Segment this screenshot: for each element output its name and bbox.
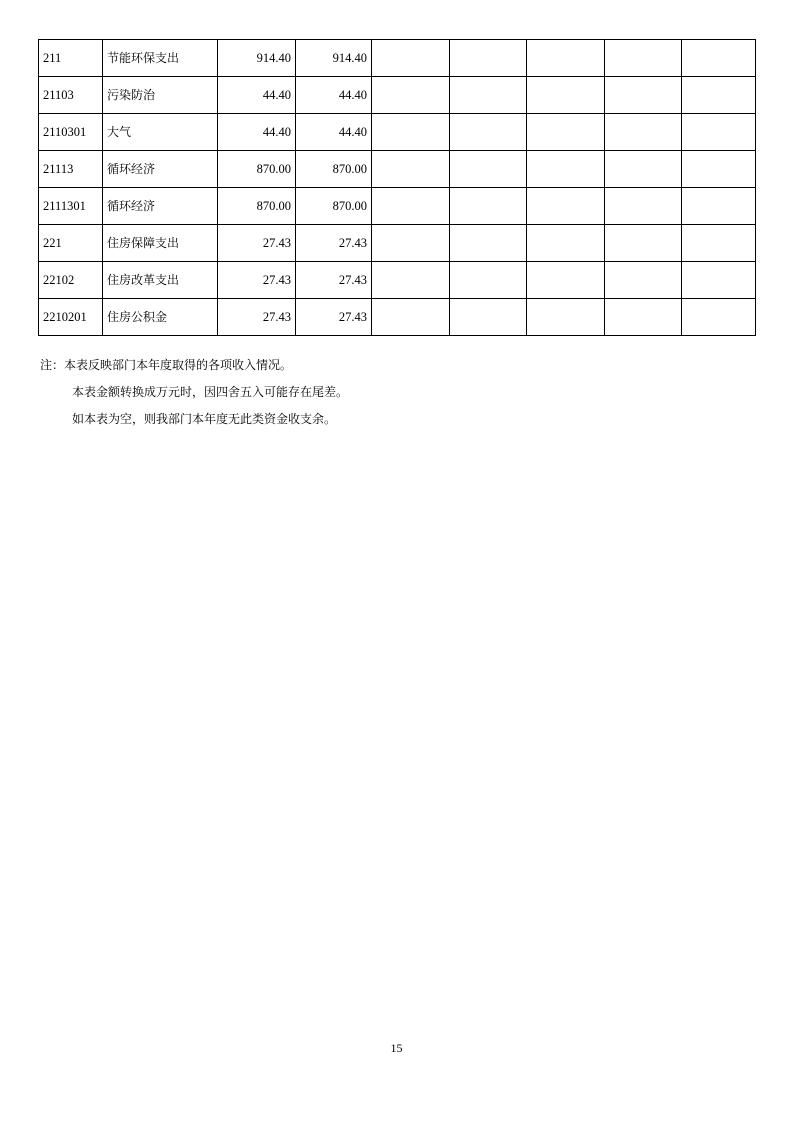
empty-cell xyxy=(372,262,450,299)
empty-cell xyxy=(527,114,605,151)
note-line-3: 如本表为空，则我部门本年度无此类资金收支余。 xyxy=(72,412,337,426)
empty-cell xyxy=(450,225,527,262)
empty-cell xyxy=(372,299,450,336)
empty-cell xyxy=(682,262,756,299)
budget-table xyxy=(38,39,756,336)
amount-total-cell: 870.00 xyxy=(218,151,296,188)
subject-name-cell: 住房保障支出 xyxy=(103,225,218,262)
amount-general-budget-cell: 27.43 xyxy=(296,225,372,262)
empty-cell xyxy=(527,151,605,188)
amount-general-budget-cell: 870.00 xyxy=(296,151,372,188)
amount-general-budget-cell: 914.40 xyxy=(296,40,372,77)
amount-total-cell: 44.40 xyxy=(218,77,296,114)
amount-general-budget-cell: 44.40 xyxy=(296,114,372,151)
subject-name-cell: 大气 xyxy=(103,114,218,151)
subject-code-cell: 2110301 xyxy=(39,114,103,151)
table-row xyxy=(39,299,756,336)
table-body xyxy=(39,40,756,336)
table-row xyxy=(39,188,756,225)
subject-name-cell: 住房改革支出 xyxy=(103,262,218,299)
amount-total-cell: 27.43 xyxy=(218,225,296,262)
empty-cell xyxy=(682,114,756,151)
empty-cell xyxy=(605,151,682,188)
empty-cell xyxy=(527,40,605,77)
empty-cell xyxy=(682,225,756,262)
empty-cell xyxy=(372,151,450,188)
table-row xyxy=(39,262,756,299)
subject-name-cell: 循环经济 xyxy=(103,151,218,188)
empty-cell xyxy=(682,188,756,225)
amount-total-cell: 44.40 xyxy=(218,114,296,151)
note-line-1: 注：本表反映部门本年度取得的各项收入情况。 xyxy=(40,358,293,372)
empty-cell xyxy=(372,114,450,151)
table-row xyxy=(39,40,756,77)
empty-cell xyxy=(605,77,682,114)
empty-cell xyxy=(450,188,527,225)
subject-code-cell: 211 xyxy=(39,40,103,77)
amount-total-cell: 27.43 xyxy=(218,299,296,336)
table-row xyxy=(39,151,756,188)
empty-cell xyxy=(605,114,682,151)
empty-cell xyxy=(450,299,527,336)
empty-cell xyxy=(450,40,527,77)
amount-total-cell: 870.00 xyxy=(218,188,296,225)
empty-cell xyxy=(527,188,605,225)
empty-cell xyxy=(605,299,682,336)
amount-general-budget-cell: 870.00 xyxy=(296,188,372,225)
empty-cell xyxy=(372,225,450,262)
amount-general-budget-cell: 27.43 xyxy=(296,262,372,299)
empty-cell xyxy=(605,262,682,299)
table-row xyxy=(39,114,756,151)
empty-cell xyxy=(682,77,756,114)
page-number: 15 xyxy=(390,1041,403,1055)
table-notes xyxy=(40,352,740,433)
table-row xyxy=(39,225,756,262)
empty-cell xyxy=(682,299,756,336)
empty-cell xyxy=(682,151,756,188)
table-row xyxy=(39,77,756,114)
subject-code-cell: 21113 xyxy=(39,151,103,188)
empty-cell xyxy=(372,40,450,77)
empty-cell xyxy=(682,40,756,77)
amount-general-budget-cell: 44.40 xyxy=(296,77,372,114)
amount-total-cell: 27.43 xyxy=(218,262,296,299)
amount-general-budget-cell: 27.43 xyxy=(296,299,372,336)
subject-code-cell: 221 xyxy=(39,225,103,262)
empty-cell xyxy=(450,262,527,299)
subject-name-cell: 污染防治 xyxy=(103,77,218,114)
empty-cell xyxy=(372,77,450,114)
note-line-2: 本表金额转换成万元时，因四舍五入可能存在尾差。 xyxy=(72,385,349,399)
amount-total-cell: 914.40 xyxy=(218,40,296,77)
subject-code-cell: 2210201 xyxy=(39,299,103,336)
empty-cell xyxy=(450,114,527,151)
subject-name-cell: 节能环保支出 xyxy=(103,40,218,77)
subject-name-cell: 住房公积金 xyxy=(103,299,218,336)
empty-cell xyxy=(605,40,682,77)
subject-code-cell: 22102 xyxy=(39,262,103,299)
empty-cell xyxy=(527,299,605,336)
subject-name-cell: 循环经济 xyxy=(103,188,218,225)
subject-code-cell: 21103 xyxy=(39,77,103,114)
empty-cell xyxy=(605,188,682,225)
empty-cell xyxy=(527,77,605,114)
subject-code-cell: 2111301 xyxy=(39,188,103,225)
empty-cell xyxy=(527,262,605,299)
empty-cell xyxy=(372,188,450,225)
empty-cell xyxy=(450,151,527,188)
empty-cell xyxy=(450,77,527,114)
empty-cell xyxy=(527,225,605,262)
empty-cell xyxy=(605,225,682,262)
